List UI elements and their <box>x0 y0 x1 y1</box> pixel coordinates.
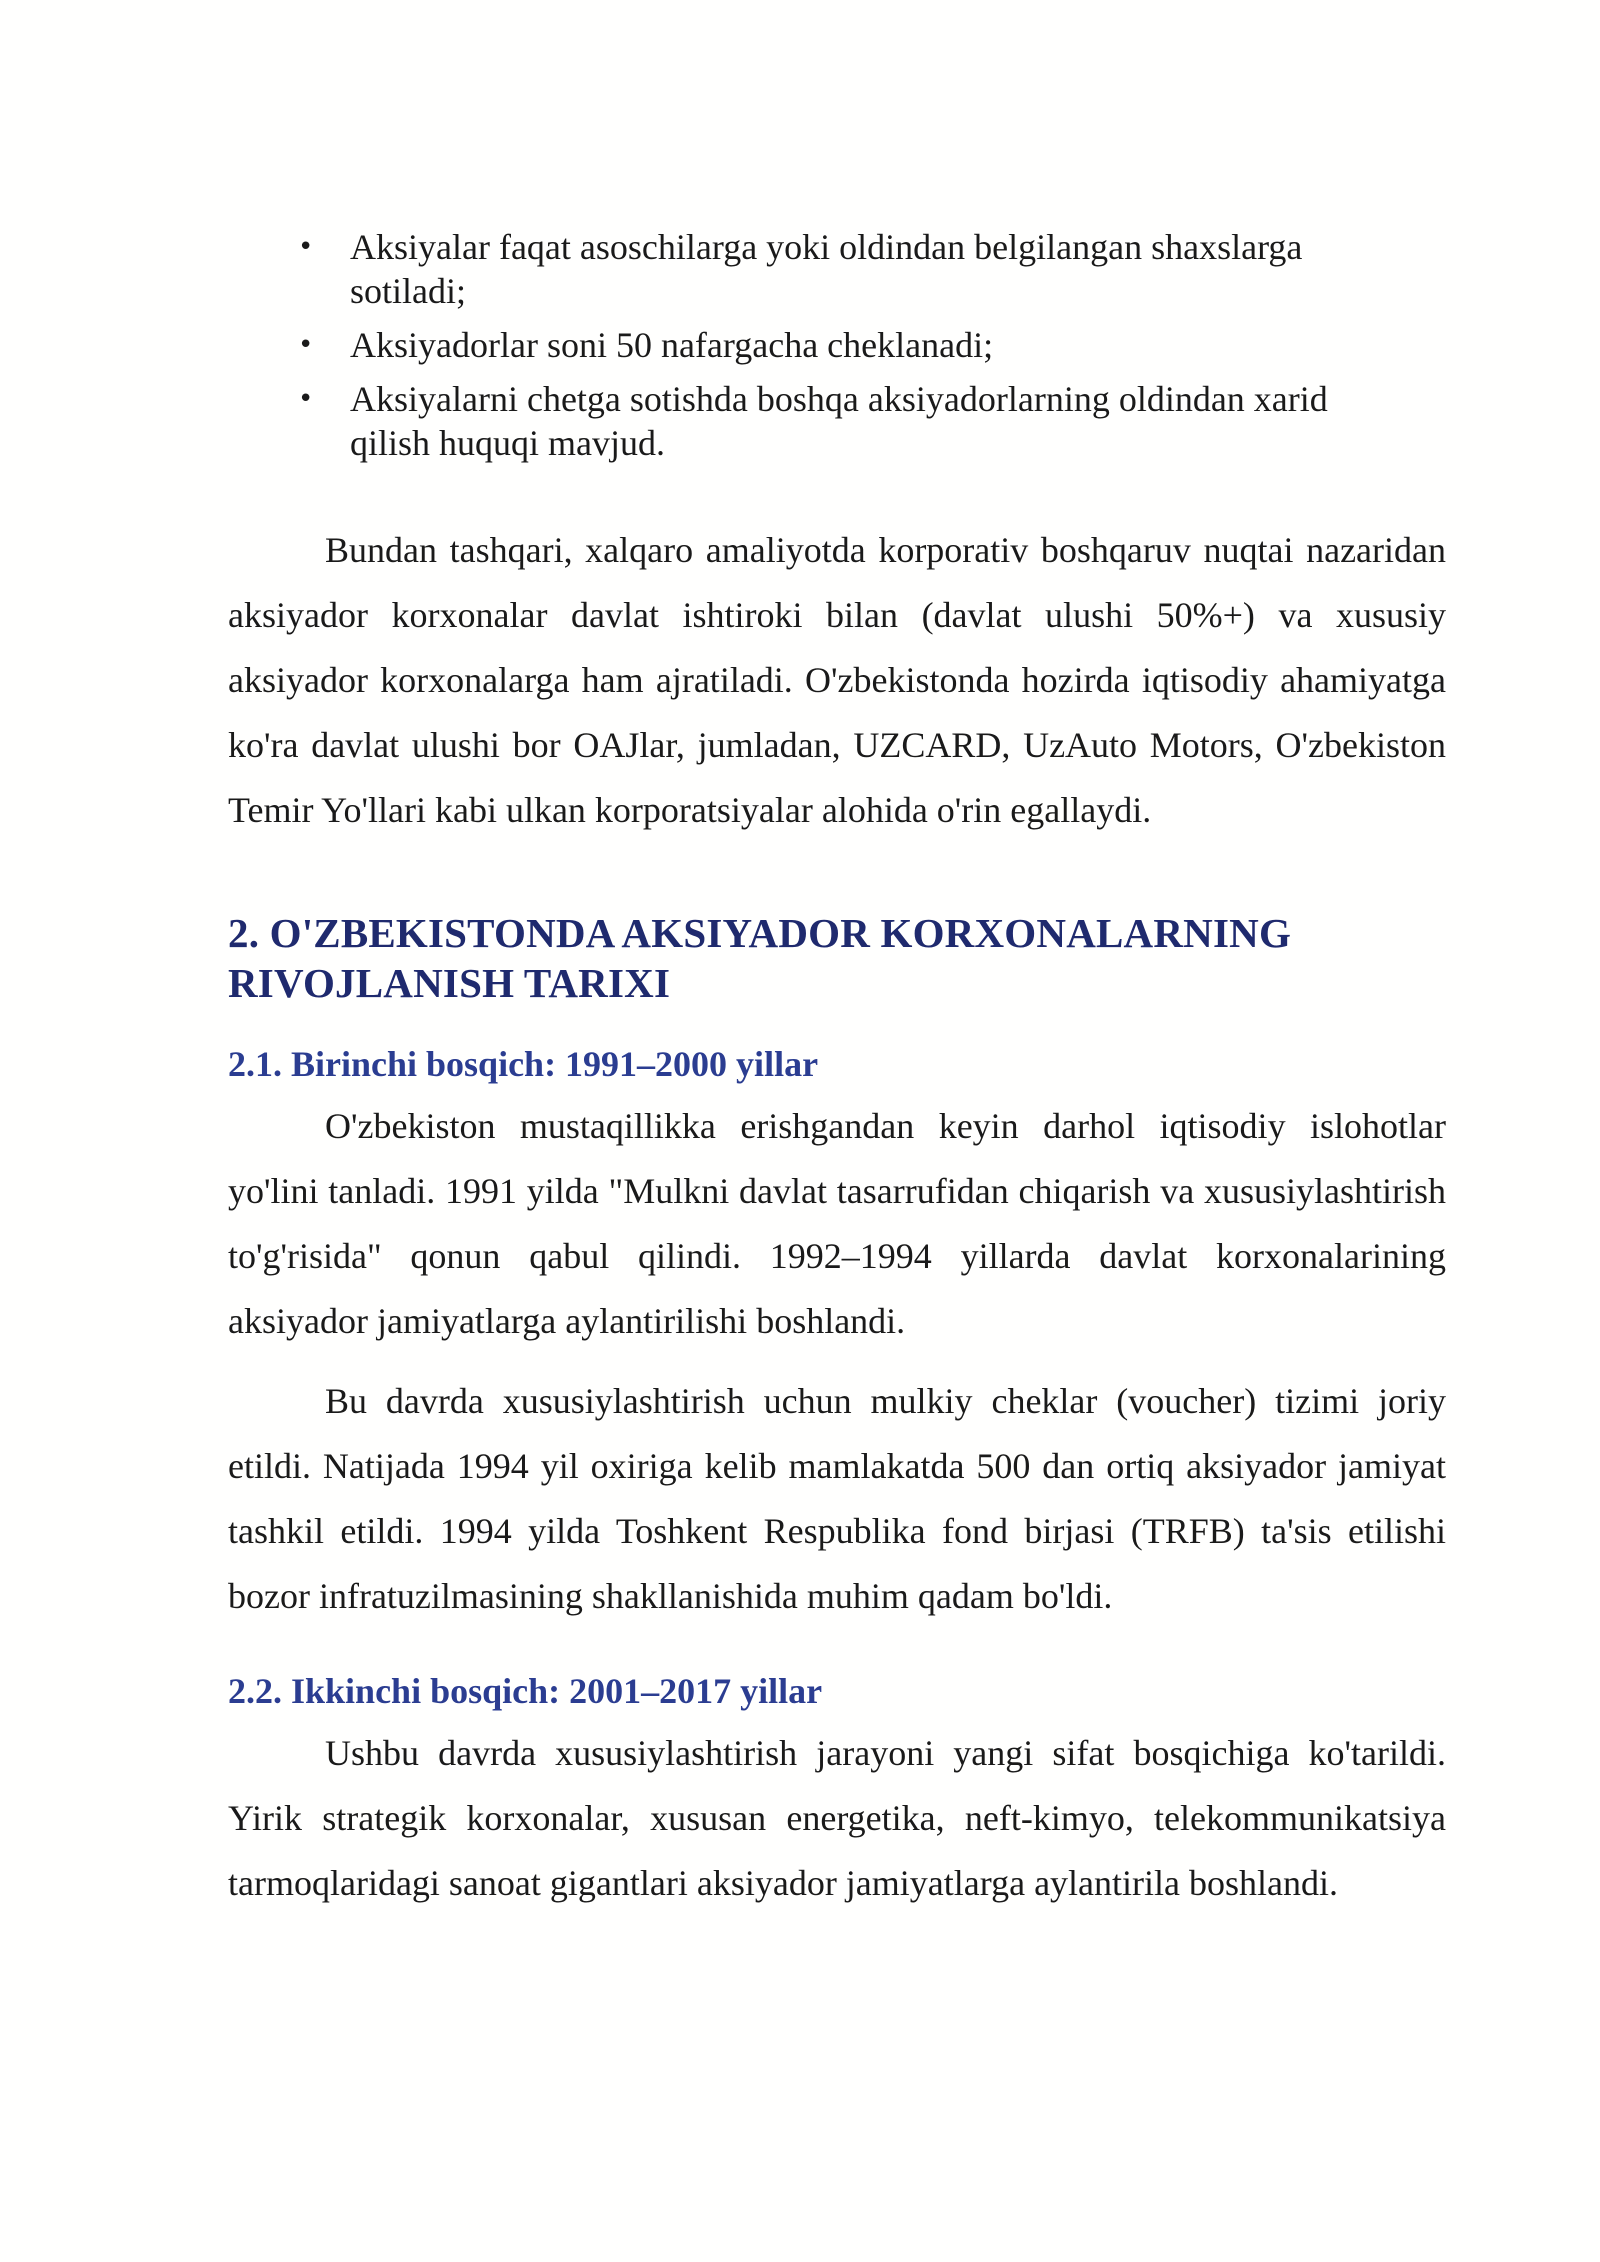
subsection-heading: 2.1. Birinchi bosqich: 1991–2000 yillar <box>228 1044 819 1084</box>
bullet-icon: • <box>298 330 314 360</box>
bullet-text: Aksiyadorlar soni 50 nafargacha cheklanadi; <box>350 325 994 365</box>
subsection-heading: 2.2. Ikkinchi bosqich: 2001–2017 yillar <box>228 1671 823 1711</box>
intro-paragraph: Bundan tashqari, xalqaro amaliyotda korporativ boshqaruv nuqtai nazaridan aksiyador korxonalar davlat ishtiroki bilan (davlat ulushi 50%+) va xususiy aksiyador korxonalarga ham ajratiladi. O'zbekistonda hozirda iqtisodiy ahamiyatga ko'ra davlat ulushi bor OAJlar, jumladan, UZCARD, UzAuto Motors, O'zbekiston Temir Yo'llari kabi ulkan korporatsiyalar alohida o'rin egallaydi. <box>228 530 1446 830</box>
section-heading: 2. O'ZBEKISTONDA AKSIYADOR KORXONALARNING RIVOJLANISH TARIXI <box>228 910 1292 1006</box>
body-paragraph: Bu davrda xususiylashtirish uchun mulkiy cheklar (voucher) tizimi joriy etildi. Natijada 1994 yil oxiriga kelib mamlakatda 500 dan ortiq aksiyador jamiyat tashkil etildi. 1994 yilda Toshkent Respublika fond birjasi (TRFB) ta'sis etilishi bozor infratuzilmasining shakllanishida muhim qadam bo'ldi. <box>228 1381 1446 1616</box>
bullet-icon: • <box>298 232 314 262</box>
bullet-list <box>228 225 1446 465</box>
body-paragraph: O'zbekiston mustaqillikka erishgandan keyin darhol iqtisodiy islohotlar yo'lini tanladi. 1991 yilda "Mulkni davlat tasarrufidan chiqarish va xususiylashtirish to'g'risida" qonun qabul qilindi. 1992–1994 yillarda davlat korxonalarining aksiyador jamiyatlarga aylantirilishi boshlandi. <box>228 1106 1446 1341</box>
bullet-text: Aksiyalarni chetga sotishda boshqa aksiyadorlarning oldindan xarid qilish huquqi mavjud. <box>350 379 1328 463</box>
list-item <box>228 377 1446 465</box>
bullet-text: Aksiyalar faqat asoschilarga yoki oldindan belgilangan shaxslarga sotiladi; <box>350 227 1303 311</box>
body-paragraph: Ushbu davrda xususiylashtirish jarayoni yangi sifat bosqichiga ko'tarildi. Yirik strategik korxonalar, xususan energetika, neft-kimyo, telekommunikatsiya tarmoqlaridagi sanoat gigantlari aksiyador jamiyatlarga aylantirila boshlandi. <box>228 1733 1446 1903</box>
list-item <box>228 225 1446 313</box>
bullet-icon: • <box>298 384 314 414</box>
page-content <box>228 225 1446 1916</box>
list-item <box>228 323 1446 367</box>
